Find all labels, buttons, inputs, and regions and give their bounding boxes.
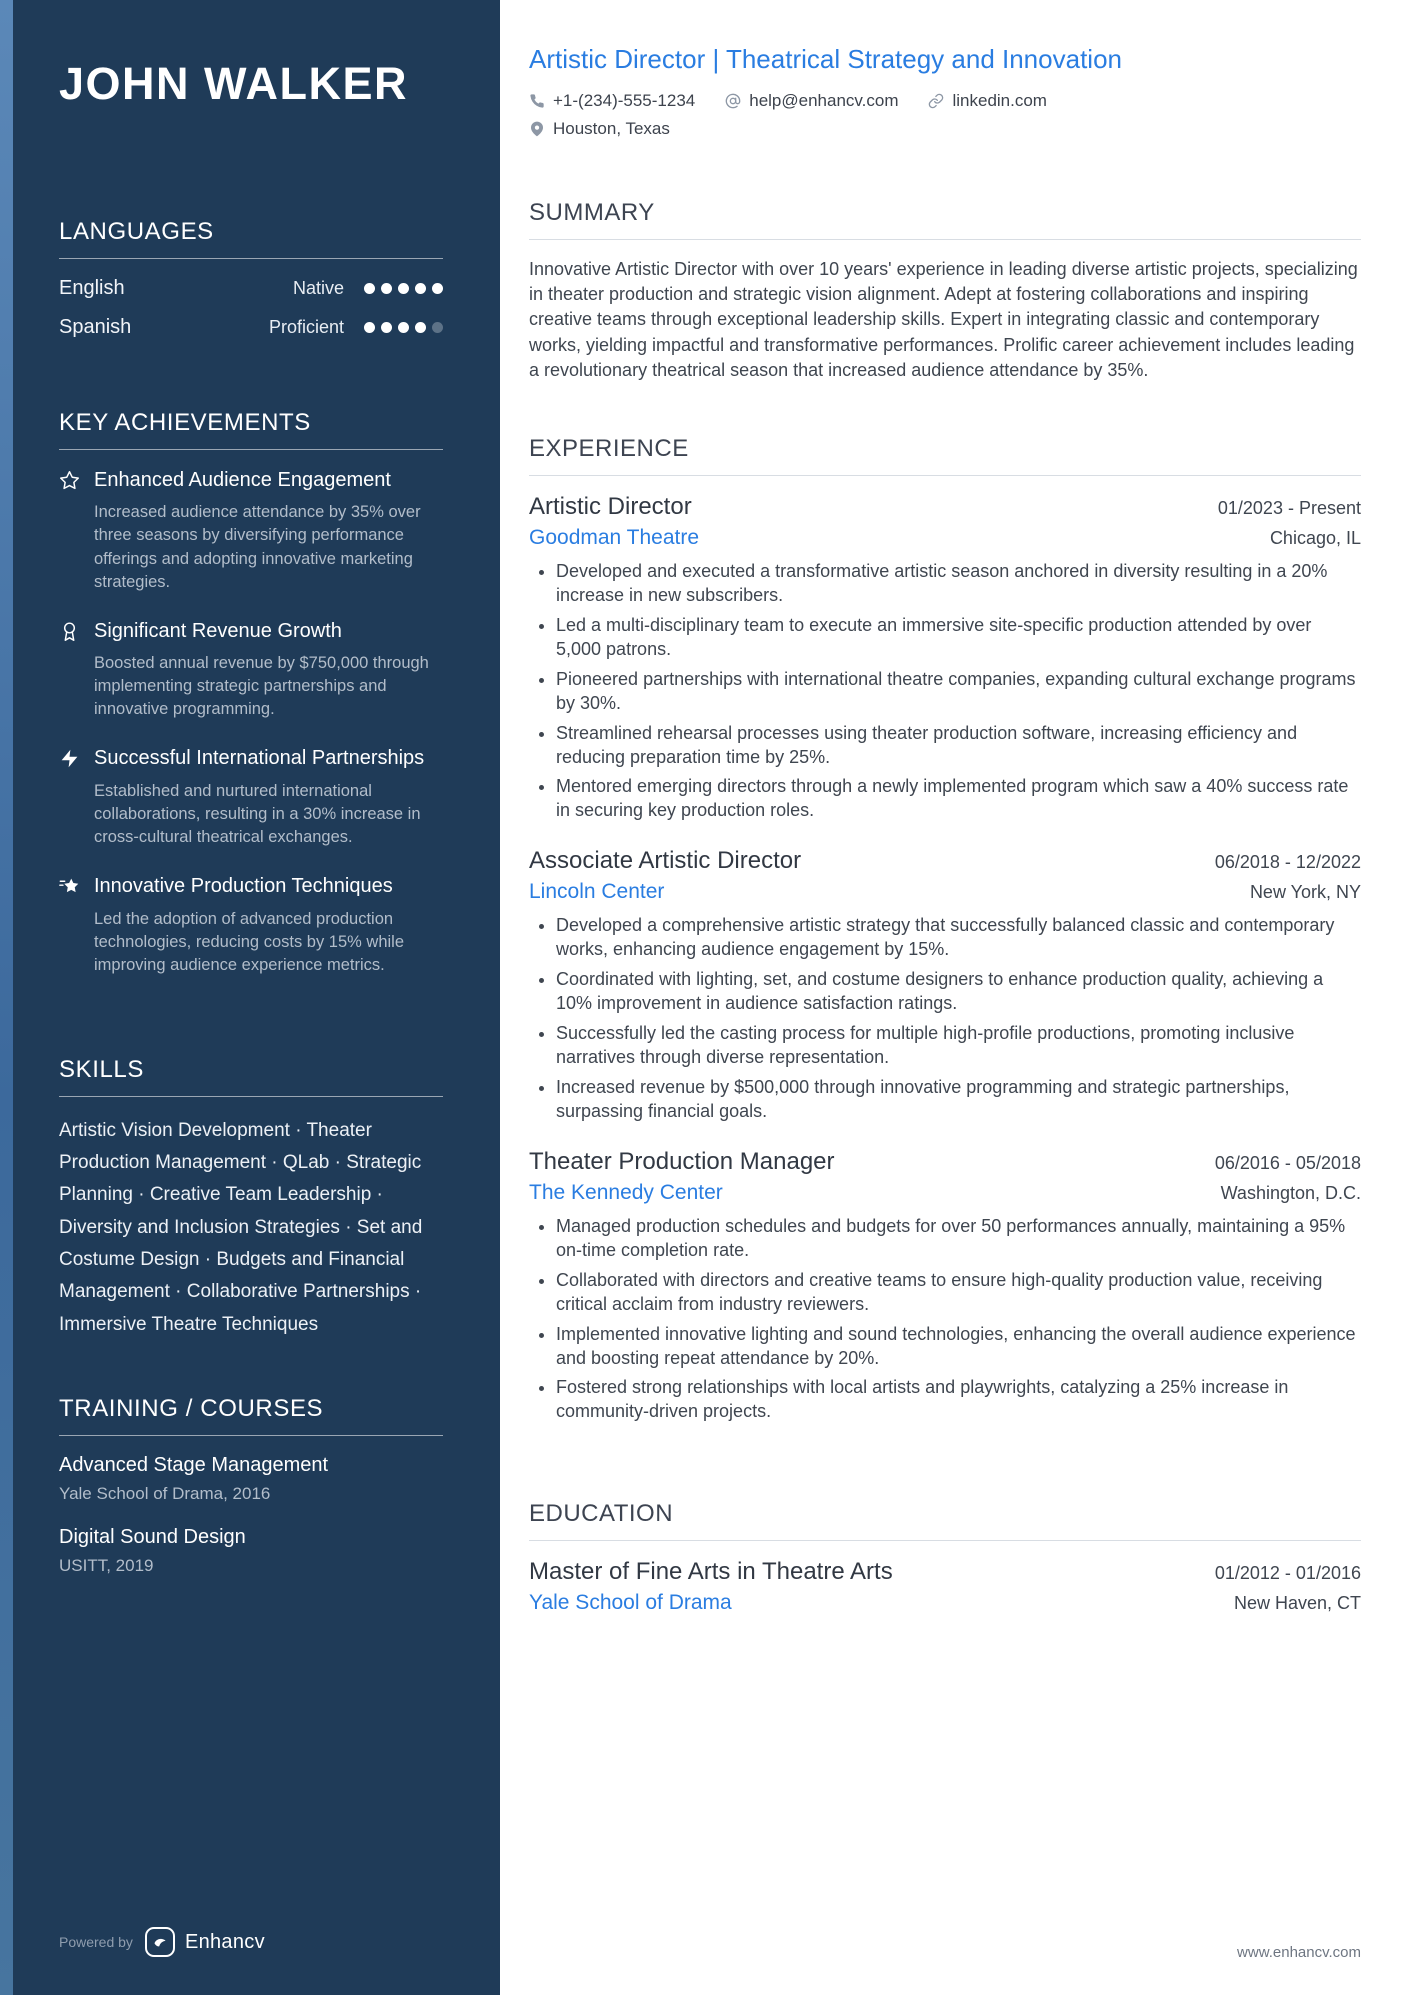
achievement-title: Successful International Partnerships [94,747,425,770]
link-icon [928,93,944,109]
company-name[interactable]: Goodman Theatre [529,525,700,549]
achievement-item [59,874,443,977]
enhancv-logo-icon [145,1927,175,1957]
job-entry [529,847,1361,1124]
job-bullet: • Fostered strong relationships with local artists and playwrights, catalyzing a 25% increase in community-driven projects. [556,1376,1361,1424]
location-contact [529,119,670,139]
job-bullet: • Streamlined rehearsal processes using theater production software, increasing efficiency and reducing preparation time by 25%. [556,722,1361,770]
job-bullet: • Developed and executed a transformative artistic season anchored in diversity resulting in a 20% increase in new subscribers. [556,560,1361,608]
training-heading: TRAINING / COURSES [59,1395,443,1436]
achievement-body [94,468,443,594]
location-text: Houston, Texas [553,119,670,138]
job-bullet: • Increased revenue by $500,000 through innovative programming and strategic partnerships, surpassing financial goals. [556,1076,1361,1124]
job-dates: 06/2018 - 12/2022 [1214,852,1361,873]
candidate-name: JOHN WALKER [59,58,409,109]
job-bullet: • Developed a comprehensive artistic strategy that successfully balanced classic and contemporary works, enhancing audience engagement by 15%. [556,914,1361,962]
job-bullets [556,1215,1361,1425]
job-bullets [556,560,1361,823]
job-bullet: • Led a multi-disciplinary team to execute an immersive site-specific production attended by over 5,000 patrons. [556,614,1361,662]
education-section [529,1500,1361,1639]
course-subtitle: Yale School of Drama, 2016 [59,1483,271,1503]
jobs-list [529,493,1361,1424]
job-location: Chicago, IL [1269,527,1361,548]
course-subtitle: USITT, 2019 [59,1555,154,1575]
company-name[interactable]: Lincoln Center [529,880,665,904]
key-achievements-section [59,409,443,1002]
achievement-description: Led the adoption of advanced production technologies, reducing costs by 15% while improving audience experience metrics. [94,909,405,974]
proficiency-dot [381,283,392,294]
job-bullet: • Managed production schedules and budgets for over 50 performances annually, maintaining a 95% on-time completion rate. [556,1215,1361,1263]
language-level: Proficient [268,317,344,337]
language-proficiency-dots [364,283,443,294]
medal-icon [59,619,81,722]
key-achievements-heading: KEY ACHIEVEMENTS [59,409,443,450]
school-name[interactable]: Yale School of Drama [529,1591,732,1615]
proficiency-dot [381,322,392,333]
skills-section [59,1056,443,1341]
job-bullet: • Mentored emerging directors through a newly implemented program which saw a 40% success rate in securing key production roles. [556,775,1361,823]
powered-by-footer[interactable] [59,1897,443,1957]
achievement-body [94,746,443,849]
job-dates: 06/2016 - 05/2018 [1214,1152,1361,1173]
sidebar [13,0,500,1995]
achievements-list [59,468,443,977]
bolt-icon [59,746,81,849]
resume-headline: Artistic Director | Theatrical Strategy and Innovation [529,44,1122,74]
languages-list [59,277,443,339]
education-dates: 01/2012 - 01/2016 [1214,1563,1361,1584]
job-bullet: • Collaborated with directors and creative teams to ensure high-quality production value, receiving critical acclaim from industry reviewers. [556,1269,1361,1317]
proficiency-dot [364,283,375,294]
training-list [59,1454,443,1576]
accent-strip [0,0,13,1995]
job-location: New York, NY [1249,882,1361,903]
language-level: Native [292,278,344,298]
proficiency-dot [415,283,426,294]
company-name[interactable]: The Kennedy Center [529,1180,723,1204]
job-bullet: • Pioneered partnerships with international theatre companies, expanding cultural exchange programs by 30%. [556,668,1361,716]
summary-text: Innovative Artistic Director with over 10 years' experience in leading diverse artistic projects, specializing in theater production and strategic vision alignment. Adept at fostering collaborations and inspiring creative teams through exceptional leadership skills. Expert in integrating classic and contemporary works, yielding impactful and transformative performances. Prolific career achievement includes leading a revolutionary theatrical season that increased audience attendance by 35%. [529,259,1358,380]
training-item [59,1526,443,1576]
achievement-item [59,746,443,849]
achievement-title: Enhanced Audience Engagement [94,469,391,491]
proficiency-dot [432,283,443,294]
job-bullet: • Successfully led the casting process for multiple high-profile productions, promoting inclusive narratives through diverse representation. [556,1022,1361,1070]
location-row [529,119,1361,139]
phone-number: +1-(234)-555-1234 [553,91,696,110]
footer-url[interactable]: www.enhancv.com [1237,1944,1361,1961]
course-title: Digital Sound Design [59,1525,246,1548]
summary-section [529,199,1361,383]
education-heading: EDUCATION [529,1500,1361,1541]
star-outline-icon [59,468,81,594]
achievement-item [59,468,443,594]
job-bullet: • Coordinated with lighting, set, and costume designers to enhance production quality, achieving a 10% improvement in audience satisfaction ratings. [556,968,1361,1016]
job-bullets [556,914,1361,1124]
proficiency-dot [415,322,426,333]
languages-heading: LANGUAGES [59,218,443,259]
job-title: Associate Artistic Director [529,847,802,875]
website-contact[interactable] [928,91,1047,111]
achievement-body [94,874,443,977]
phone-icon [529,93,545,109]
achievement-title: Innovative Production Techniques [94,875,393,898]
email-address: help@enhancv.com [749,91,899,110]
education-location: New Haven, CT [1233,1593,1361,1614]
email-icon [725,93,741,109]
summary-heading: SUMMARY [529,199,1361,240]
main-column [500,0,1410,1995]
language-proficiency-dots [364,322,443,333]
skills-list: Artistic Vision Development · Theater Production Management · QLab · Strategic Planning · Creative Team Leadership · Diversity and Inclusion Strategies · Set and Costume Design · Budgets and Financial Management · Collaborative Partnerships · Immersive Theatre Techniques [59,1119,423,1335]
languages-section [59,218,443,355]
email-contact[interactable] [725,91,898,111]
achievement-description: Boosted annual revenue by $750,000 through implementing strategic partnerships and innovative programming. [94,654,429,719]
language-row [59,277,443,300]
achievement-body [94,619,443,722]
skills-heading: SKILLS [59,1056,443,1097]
training-item [59,1454,443,1504]
powered-by-label: Powered by [59,1934,133,1950]
location-pin-icon [529,121,545,137]
job-dates: 01/2023 - Present [1217,497,1361,518]
language-name: Spanish [59,316,132,338]
training-section [59,1395,443,1598]
experience-heading: EXPERIENCE [529,435,1361,476]
proficiency-dot [364,322,375,333]
course-title: Advanced Stage Management [59,1453,329,1476]
achievement-description: Increased audience attendance by 35% over three seasons by diversifying performance offerings and adopting innovative marketing strategies. [94,503,421,591]
proficiency-dot [432,322,443,333]
job-entry [529,493,1361,823]
achievement-item [59,619,443,722]
achievement-description: Established and nurtured international collaborations, resulting in a 30% increase in cross-cultural theatrical exchanges. [94,781,421,847]
job-title: Theater Production Manager [529,1147,835,1175]
language-name: English [59,277,125,299]
website-url: linkedin.com [952,91,1047,110]
shooting-star-icon [59,874,81,977]
proficiency-dot [398,322,409,333]
job-entry [529,1148,1361,1425]
proficiency-dot [398,283,409,294]
degree-title: Master of Fine Arts in Theatre Arts [529,1558,893,1586]
phone-contact[interactable] [529,91,695,111]
job-bullet: • Implemented innovative lighting and sound technologies, enhancing the overall audience experience and boosting repeat attendance by 20%. [556,1323,1361,1371]
contact-row [529,91,1361,111]
job-title: Artistic Director [529,492,692,520]
job-location: Washington, D.C. [1220,1182,1361,1203]
experience-section [529,435,1361,1448]
language-row [59,316,443,339]
enhancv-brand-name: Enhancv [184,1930,265,1953]
education-entry [529,1558,1361,1615]
achievement-title: Significant Revenue Growth [94,619,342,642]
